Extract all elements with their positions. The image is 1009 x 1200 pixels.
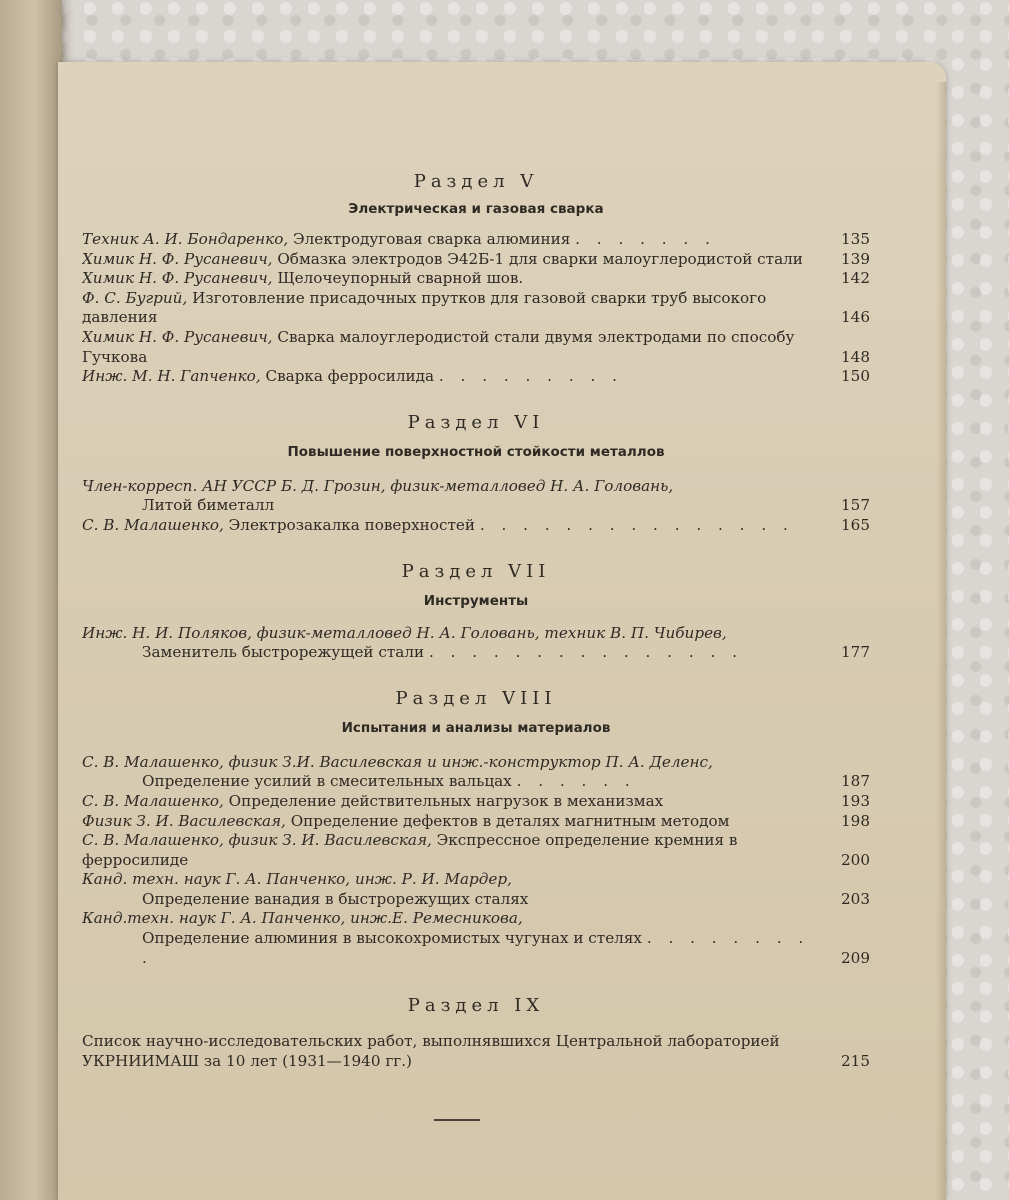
- table-of-contents: [82, 170, 870, 1121]
- entry-title: Определение ванадия в быстрорежущих сталях: [142, 889, 529, 908]
- section-subtitle: Повышение поверхностной стойкости металлов: [287, 443, 665, 460]
- entry-page: 198: [841, 811, 870, 830]
- section-heading: Раздел V: [413, 171, 539, 192]
- section-heading: Раздел VII: [401, 560, 551, 582]
- entry-title: Щелочеупорный сварной шов.: [277, 269, 524, 288]
- entry-title: Обмазка электродов Э42Б-1 для сварки малоуглеродистой стали: [277, 249, 803, 268]
- entry-page: 139: [841, 249, 870, 268]
- entry-author: Химик Н. Ф. Русаневич,: [82, 249, 273, 268]
- toc-entry: [82, 792, 870, 812]
- entry-author: Ф. С. Бугрий,: [82, 288, 188, 307]
- entry-author: Техник А. И. Бондаренко,: [82, 230, 289, 248]
- toc-entry: Техник А. И. Бондаренко, Электродуговая сварка алюминия . . . . . . . 135: [82, 230, 870, 248]
- entry-page: 209: [841, 948, 870, 967]
- entry-page: 150: [841, 367, 870, 386]
- entry-page: 165: [841, 515, 870, 534]
- entry-title: Определение действительных нагрузок в механизмах: [228, 791, 664, 810]
- left-page-edge: [0, 0, 62, 1200]
- end-rule: [434, 1119, 480, 1121]
- toc-entry: [82, 328, 870, 367]
- section-heading: Раздел VI: [407, 411, 545, 433]
- section-v: [82, 170, 870, 387]
- toc-entry: [82, 289, 870, 328]
- entry-page: 215: [841, 1051, 870, 1070]
- entry-page: 177: [841, 643, 870, 662]
- entry-page: 142: [841, 269, 870, 288]
- entry-author: Инж. М. Н. Гапченко,: [82, 367, 261, 386]
- section-subtitle: Электрическая и газовая сварка: [348, 201, 604, 217]
- entry-author: Химик Н. Ф. Русаневич,: [82, 327, 273, 346]
- entry-title: Сварка ферросилида: [265, 367, 435, 386]
- entry-author: С. В. Малашенко, физик З. И. Василевская,: [82, 831, 432, 850]
- toc-entry: [82, 1032, 870, 1071]
- entry-page: 148: [841, 347, 870, 366]
- section-ix: [82, 994, 870, 1071]
- entry-page: 193: [841, 791, 870, 810]
- toc-entry: С. В. Малашенко, физик З.И. Василевская и инж.-конструктор П. А. Деленс, Определение усилий в смесительных вальцах . . . . . . 187: [82, 752, 870, 791]
- section-vi: [82, 411, 870, 536]
- entry-page: 187: [841, 772, 870, 791]
- entry-title: Сварка малоуглеродистой стали двумя электродами по способу Гучкова: [82, 327, 795, 366]
- toc-entry: С. В. Малашенко, Электрозакалка поверхностей . . . . . . . . . . . . . . . 165: [82, 515, 870, 534]
- toc-entry: [82, 812, 870, 832]
- section-subtitle: Инструменты: [423, 592, 529, 609]
- toc-entry: [82, 831, 870, 870]
- entry-author: С. В. Малашенко, физик З.И. Василевская и инж.-конструктор П. А. Деленс,: [82, 752, 713, 771]
- entry-author: Канд. техн. наук Г. А. Панченко, инж. Р. И. Мардер,: [82, 870, 512, 889]
- entry-author: Физик З. И. Василевская,: [82, 811, 286, 830]
- section-subtitle: Испытания и анализы материалов: [341, 719, 611, 736]
- entry-author: С. В. Малашенко,: [82, 515, 224, 534]
- section-heading: Раздел IX: [407, 995, 545, 1017]
- entry-author: Член-корресп. АН УССР Б. Д. Грозин, физик-металловед Н. А. Головань,: [82, 476, 674, 495]
- entry-title: Литой биметалл: [142, 496, 275, 515]
- entry-page: 157: [841, 496, 870, 515]
- entry-author: Химик Н. Ф. Русаневич,: [82, 269, 273, 288]
- toc-entry: [82, 269, 870, 289]
- toc-entry: Канд.техн. наук Г. А. Панченко, инж.Е. Ремесникова, Определение алюминия в высокохромистых чугунах и стелях . . . . . . . . . 209: [82, 909, 870, 967]
- entry-title: Заменитель быстрорежущей стали: [142, 643, 425, 662]
- entry-author: Инж. Н. И. Поляков, физик-металловед Н. А. Головань, техник В. П. Чибирев,: [82, 623, 727, 642]
- toc-entry: Инж. М. Н. Гапченко, Сварка ферросилида . . . . . . . . . 150: [82, 367, 870, 386]
- toc-entry: [82, 250, 870, 270]
- entry-page: 200: [841, 850, 870, 869]
- entry-title: Определение усилий в смесительных вальцах: [142, 772, 512, 791]
- entry-page: 203: [841, 889, 870, 908]
- entry-title: Определение дефектов в деталях магнитным методом: [290, 811, 730, 830]
- entry-title: Определение алюминия в высокохромистых чугунах и стелях: [142, 929, 642, 948]
- section-heading: Раздел VIII: [395, 687, 557, 709]
- entry-title: Экспрессное определение кремния в ферросилиде: [82, 831, 738, 869]
- entry-title: Электрозакалка поверхностей: [228, 515, 475, 534]
- entry-title: Изготовление присадочных прутков для газовой сварки труб высокого давления: [82, 288, 767, 327]
- entry-page: 146: [841, 308, 870, 327]
- section-vii: [82, 560, 870, 663]
- entry-author: С. В. Малашенко,: [82, 791, 224, 810]
- toc-entry: [82, 477, 870, 516]
- entry-title: Электродуговая сварка алюминия: [293, 230, 571, 248]
- book-page: [58, 62, 946, 1200]
- entry-title: Список научно-исследовательских работ, выполнявшихся Центральной лабораторией УКРНИИМАШ за 10 лет (1931—1940 гг.): [82, 1032, 780, 1070]
- section-viii: [82, 687, 870, 969]
- toc-entry: Инж. Н. И. Поляков, физик-металловед Н. А. Головань, техник В. П. Чибирев, Заменитель быстрорежущей стали . . . . . . . . . . . . . . . 177: [82, 623, 870, 662]
- entry-page: 135: [841, 230, 870, 248]
- entry-author: Канд.техн. наук Г. А. Панченко, инж.Е. Ремесникова,: [82, 909, 523, 928]
- toc-entry: [82, 870, 870, 909]
